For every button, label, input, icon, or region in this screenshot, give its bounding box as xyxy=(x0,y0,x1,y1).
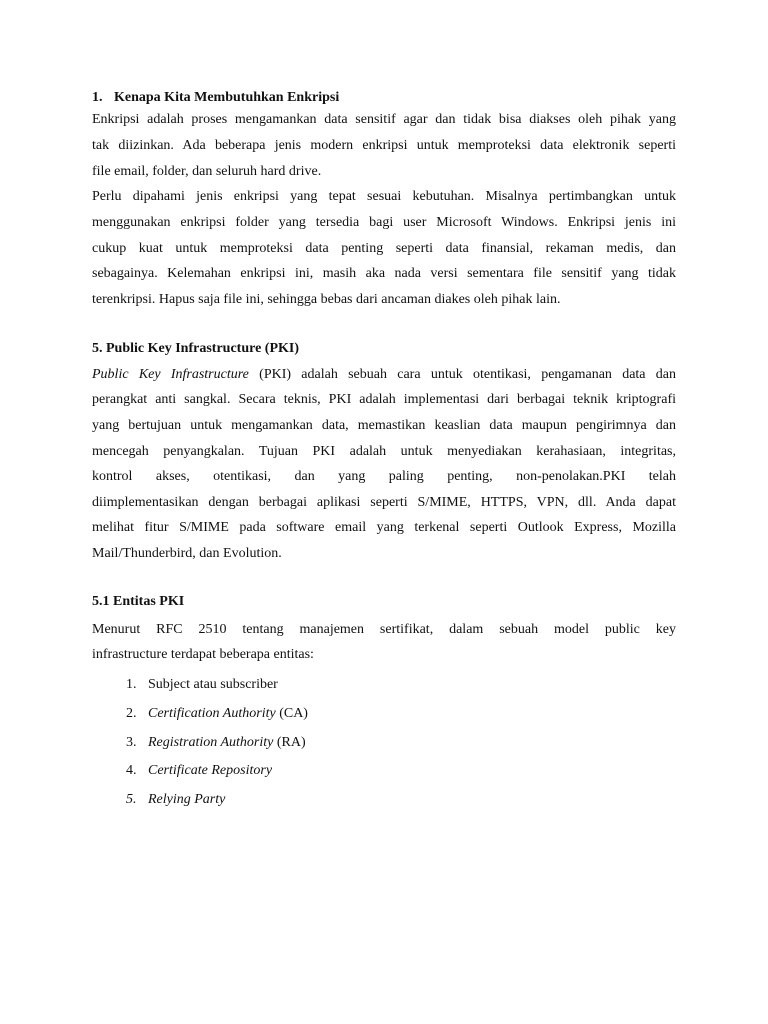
paragraph-line: file email, folder, dan seluruh hard drive. xyxy=(92,164,322,179)
list-number: 3. xyxy=(126,735,137,750)
paragraph-line: perangkat anti sangkal. Secara teknis, PKI adalah implementasi dari berbagai teknik kriptografi xyxy=(92,392,676,407)
list-italic: Registration Authority xyxy=(148,735,274,750)
list-item xyxy=(126,676,278,694)
paragraph-line: sebagainya. Kelemahan enkripsi ini, masih aka nada versi sementara file sensitif yang tidak xyxy=(92,266,676,281)
paragraph-line xyxy=(92,366,676,384)
section-1-title: Kenapa Kita Membutuhkan Enkripsi xyxy=(114,90,340,105)
list-number: 2. xyxy=(126,706,137,721)
list-text: (RA) xyxy=(273,735,306,750)
paragraph-line: kontrol akses, otentikasi, dan yang paling penting, non-penolakan.PKI telah xyxy=(92,469,676,484)
list-italic: Relying Party xyxy=(148,792,226,807)
section-5-heading: 5. Public Key Infrastructure (PKI) xyxy=(92,341,299,356)
list-item xyxy=(126,791,225,809)
list-item xyxy=(126,734,306,752)
paragraph-line: diimplementasikan dengan berbagai aplikasi seperti S/MIME, HTTPS, VPN, dll. Anda dapat xyxy=(92,495,676,510)
list-number: 4. xyxy=(126,763,137,778)
paragraph-line: Menurut RFC 2510 tentang manajemen sertifikat, dalam sebuah model public key xyxy=(92,622,676,637)
paragraph-line: infrastructure terdapat beberapa entitas: xyxy=(92,647,314,662)
paragraph-line: Perlu dipahami jenis enkripsi yang tepat sesuai kebutuhan. Misalnya pertimbangkan untuk xyxy=(92,189,676,204)
paragraph-line: terenkripsi. Hapus saja file ini, sehingga bebas dari ancaman diakes oleh pihak lain. xyxy=(92,292,561,307)
paragraph-line-rest: (PKI) adalah sebuah cara untuk otentikasi, pengamanan data dan xyxy=(248,367,677,382)
list-italic: Certificate Repository xyxy=(148,763,273,778)
paragraph-line: tak diizinkan. Ada beberapa jenis modern enkripsi untuk memproteksi data elektronik seperti xyxy=(92,138,676,153)
paragraph-line: menggunakan enkripsi folder yang tersedia bagi user Microsoft Windows. Enkripsi jenis ini xyxy=(92,215,676,230)
paragraph-line: melihat fitur S/MIME pada software email yang terkenal seperti Outlook Express, Mozilla xyxy=(92,520,676,535)
list-item xyxy=(126,705,308,723)
paragraph-line: Enkripsi adalah proses mengamankan data sensitif agar dan tidak bisa diakses oleh pihak yang xyxy=(92,112,676,127)
list-item xyxy=(126,762,272,780)
list-text: Subject atau subscriber xyxy=(148,677,278,692)
paragraph-line: Mail/Thunderbird, dan Evolution. xyxy=(92,546,282,561)
section-1-heading xyxy=(92,89,676,107)
paragraph-line: yang bertujuan untuk mengamankan data, memastikan keaslian data maupun pengirimnya dan xyxy=(92,418,676,433)
paragraph-line: cukup kuat untuk memproteksi data penting seperti data finansial, rekaman medis, dan xyxy=(92,241,676,256)
list-number: 5. xyxy=(126,792,137,807)
list-text: (CA) xyxy=(275,706,308,721)
section-1-number: 1. xyxy=(92,90,103,105)
pki-italic-term: Public Key Infrastructure xyxy=(92,367,249,382)
section-5-1-heading: 5.1 Entitas PKI xyxy=(92,594,185,609)
list-number: 1. xyxy=(126,677,137,692)
paragraph-line: mencegah penyangkalan. Tujuan PKI adalah untuk menyediakan kerahasiaan, integritas, xyxy=(92,444,676,459)
list-italic: Certification Authority xyxy=(148,706,276,721)
